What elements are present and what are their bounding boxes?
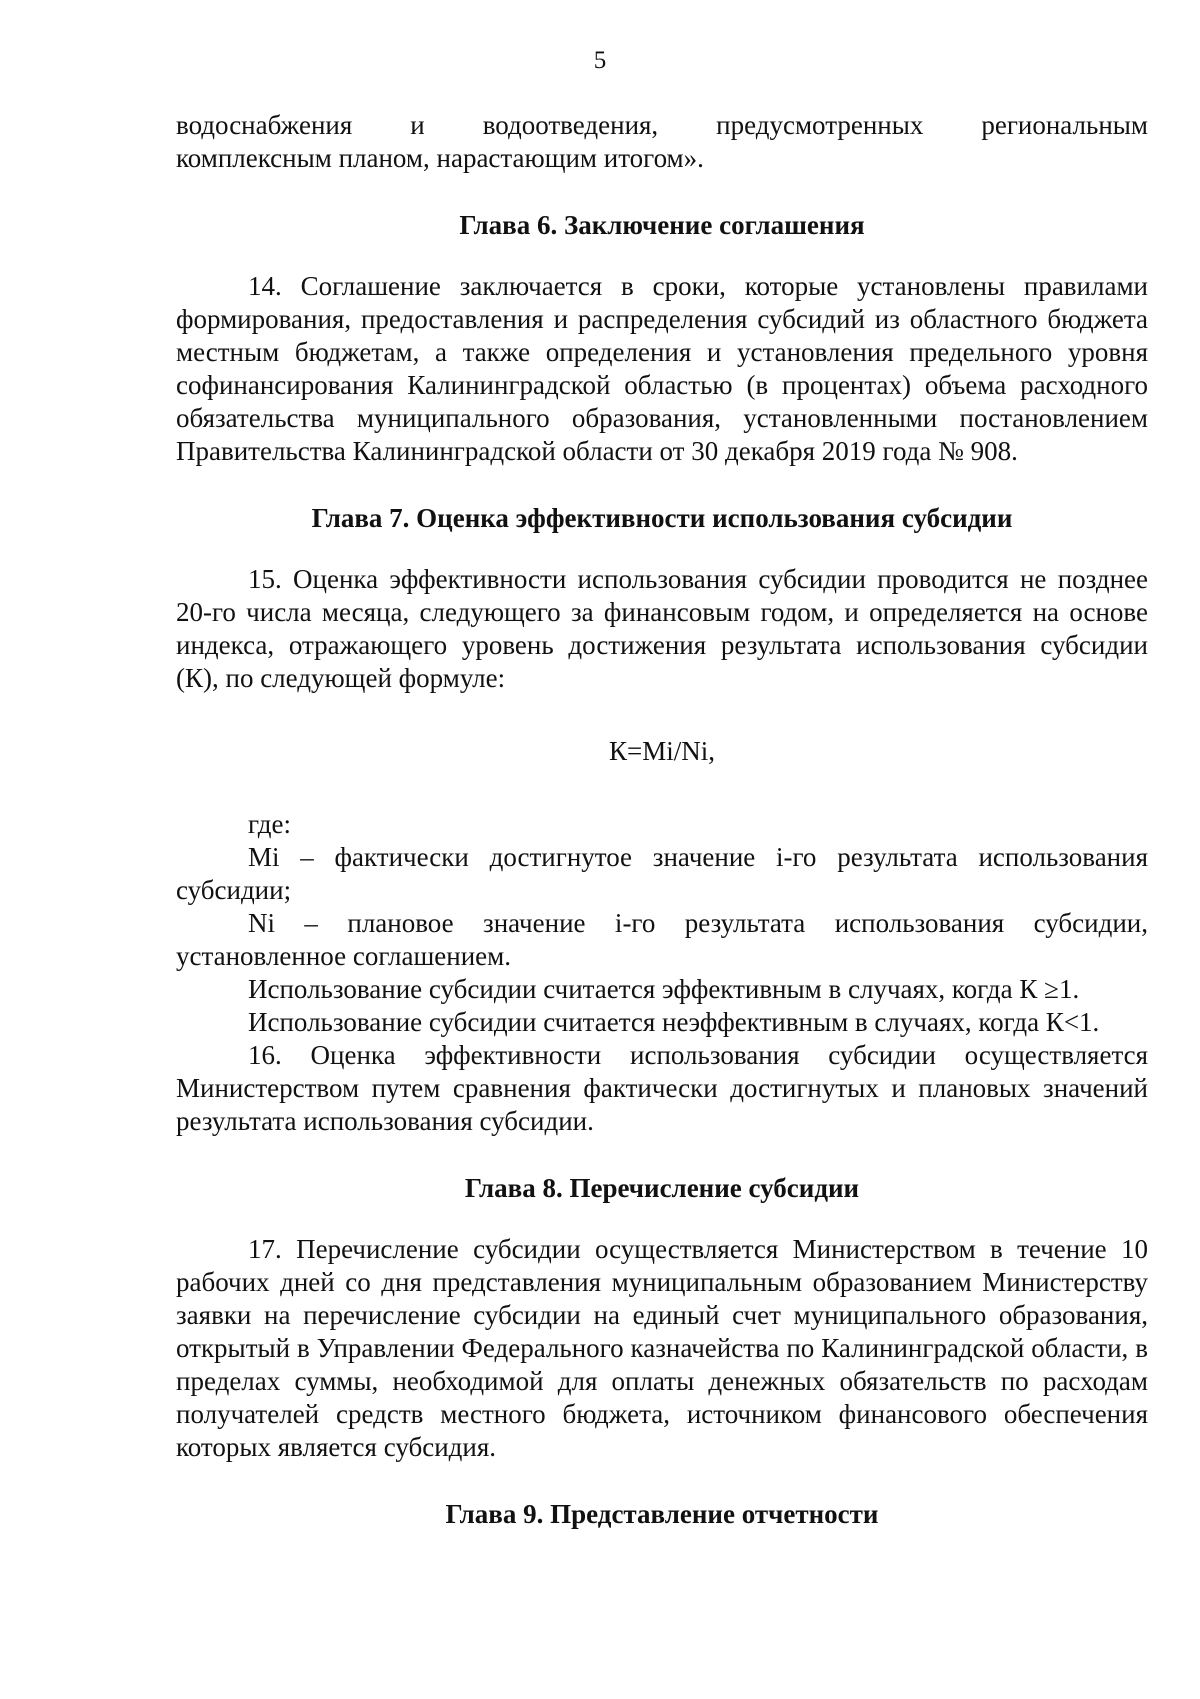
- paragraph-14: 14. Соглашение заключается в сроки, которые установлены правилами формирования, предоставления и распределения субсидий из областного бюджета местным бюджетам, а также определения и установления предельного уровня софинансирования Калининградской областью (в процентах) объема расходного обязательства муниципального образования, установленными постановлением Правительства Калининградской области от 30 декабря 2019 года № 908.: [176, 271, 1148, 466]
- page-number: 5: [593, 47, 607, 74]
- chapter-6-heading: Глава 6. Заключение соглашения: [459, 210, 865, 240]
- definition-mi: Mi – фактически достигнутое значение i-го результата использования субсидии;: [176, 842, 1148, 905]
- paragraph-16: 16. Оценка эффективности использования субсидии осуществляется Министерством путем сравнения фактически достигнутых и плановых значений результата использования субсидии.: [176, 1040, 1148, 1136]
- document-body: [176, 109, 1148, 1531]
- where-label: где:: [248, 809, 291, 839]
- definition-ni: Ni – плановое значение i-го результата использования субсидии, установленное соглашением.: [176, 908, 1148, 971]
- ineffective-condition: Использование субсидии считается неэффективным в случаях, когда К<1.: [248, 1007, 1100, 1037]
- efficiency-formula: К=Mi/Ni,: [609, 736, 715, 766]
- chapter-9-heading: Глава 9. Представление отчетности: [445, 1499, 879, 1529]
- paragraph-17: 17. Перечисление субсидии осуществляется Министерством в течение 10 рабочих дней со дня представления муниципальным образованием Министерству заявки на перечисление субсидии на единый счет муниципального образования, открытый в Управлении Федерального казначейства по Калининградской области, в пределах суммы, необходимой для оплаты денежных обязательств по расходам получателей средств местного бюджета, источником финансового обеспечения которых является субсидия.: [176, 1234, 1148, 1462]
- chapter-7-heading: Глава 7. Оценка эффективности использования субсидии: [311, 503, 1013, 533]
- chapter-8-heading: Глава 8. Перечисление субсидии: [464, 1173, 860, 1203]
- effective-condition: Использование субсидии считается эффективным в случаях, когда К ≥1.: [248, 974, 1080, 1004]
- continuation-line-2: комплексным планом, нарастающим итогом».: [176, 143, 704, 173]
- continuation-line-1: водоснабжения и водоотведения, предусмотренных региональным: [176, 110, 1148, 140]
- paragraph-15: 15. Оценка эффективности использования субсидии проводится не позднее 20-го числа месяца, следующего за финансовым годом, и определяется на основе индекса, отражающего уровень достижения результата использования субсидии (К), по следующей формуле:: [176, 564, 1148, 693]
